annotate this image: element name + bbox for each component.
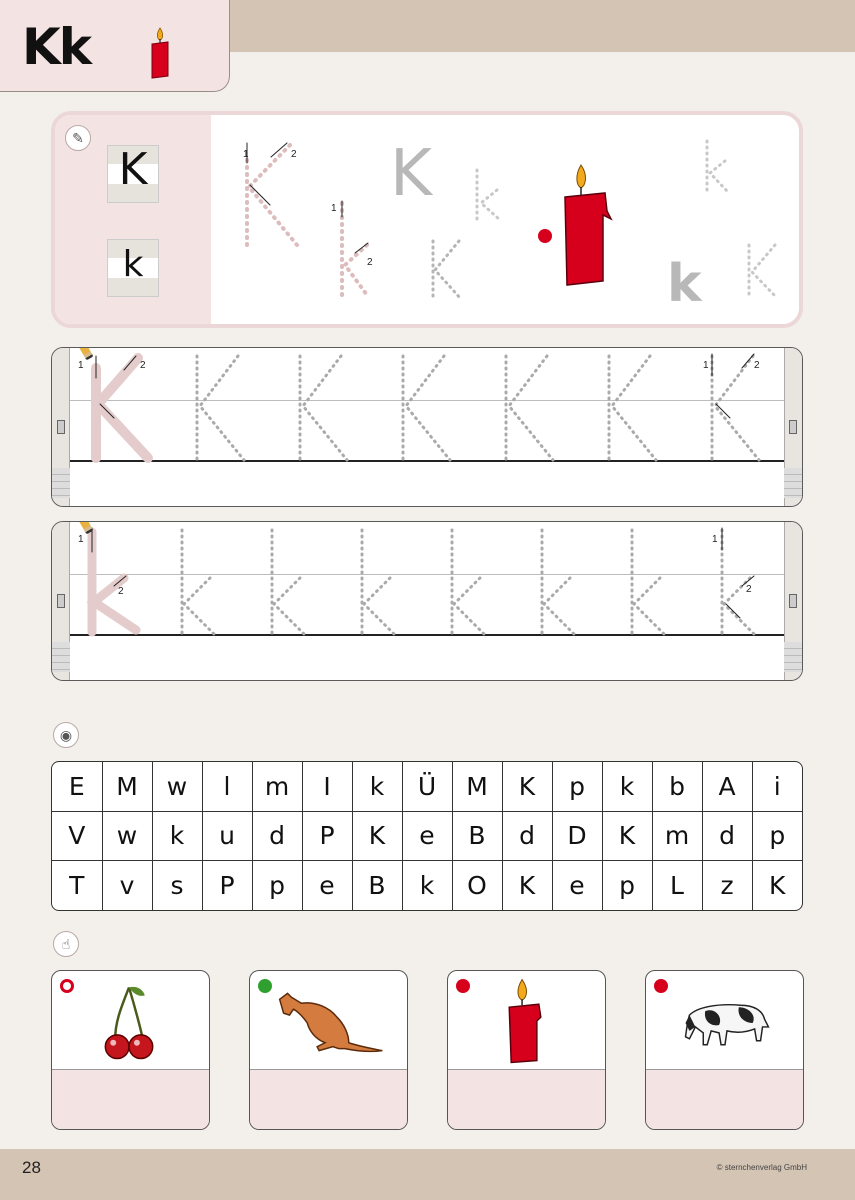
grid-letter-cell[interactable]: P [202,861,252,910]
grid-letter-cell[interactable]: O [452,861,502,910]
tracing-letters-lowercase [52,522,803,681]
answer-area[interactable] [448,1069,605,1129]
grid-letter-cell[interactable]: w [152,762,202,811]
picture-card-candle[interactable] [447,970,606,1130]
page-title: Kk [22,18,90,76]
letter-introduction-panel [51,111,803,328]
grid-row [52,811,802,861]
grid-letter-cell[interactable]: l [202,762,252,811]
svg-text:K: K [390,137,432,211]
grid-letter-cell[interactable]: L [652,861,702,910]
grid-letter-cell[interactable]: z [702,861,752,910]
grid-letter-cell[interactable]: p [252,861,302,910]
grid-letter-cell[interactable]: P [302,811,352,861]
grid-letter-cell[interactable]: M [102,762,152,811]
answer-area[interactable] [52,1069,209,1129]
grid-letter-cell[interactable]: K [502,861,552,910]
stroke-number: 1 [78,534,84,545]
grid-letter-cell[interactable]: m [652,811,702,861]
grid-letter-cell[interactable]: v [102,861,152,910]
tracing-row-uppercase[interactable] [51,347,803,507]
picture-card-cow[interactable] [645,970,804,1130]
letter-examples-artwork [215,115,803,324]
stroke-number: 2 [118,586,124,597]
model-box-uppercase [107,145,159,203]
grid-letter-cell[interactable]: k [352,762,402,811]
model-box-lowercase [107,239,159,297]
grid-letter-cell[interactable]: K [752,861,802,910]
pointing-hand-icon: ☝ [53,931,79,957]
grid-letter-cell[interactable]: p [752,811,802,861]
grid-letter-cell[interactable]: A [702,762,752,811]
grid-letter-cell[interactable]: K [352,811,402,861]
tracing-row-lowercase[interactable] [51,521,803,681]
grid-letter-cell[interactable]: b [652,762,702,811]
grid-letter-cell[interactable]: d [502,811,552,861]
svg-text:k: k [667,254,702,314]
stroke-number: 1 [78,360,84,371]
grid-letter-cell[interactable]: K [602,811,652,861]
grid-row [52,861,802,910]
grid-letter-cell[interactable]: T [52,861,102,910]
grid-letter-cell[interactable]: m [252,762,302,811]
picture-card-cherries[interactable] [51,970,210,1130]
stroke-number: 1 [243,149,249,160]
grid-letter-cell[interactable]: I [302,762,352,811]
publisher-credit: © sternchenverlag GmbH [716,1163,807,1172]
grid-letter-cell[interactable]: p [552,762,602,811]
letter-search-grid [51,761,803,911]
model-letter-lowercase: k [122,244,144,285]
grid-letter-cell[interactable]: e [552,861,602,910]
page-number: 28 [22,1158,41,1177]
grid-letter-cell[interactable]: K [502,762,552,811]
grid-letter-cell[interactable]: M [452,762,502,811]
grid-letter-cell[interactable]: d [252,811,302,861]
stroke-number: 2 [746,584,752,595]
grid-letter-cell[interactable]: B [452,811,502,861]
grid-letter-cell[interactable]: k [152,811,202,861]
grid-letter-cell[interactable]: w [102,811,152,861]
grid-letter-cell[interactable]: B [352,861,402,910]
grid-letter-cell[interactable]: d [702,811,752,861]
stroke-number: 1 [331,203,337,214]
eye-icon: ◉ [53,722,79,748]
grid-letter-cell[interactable]: i [752,762,802,811]
grid-letter-cell[interactable]: V [52,811,102,861]
footer-band [0,1149,855,1200]
answer-area[interactable] [250,1069,407,1129]
grid-letter-cell[interactable]: s [152,861,202,910]
answer-area[interactable] [646,1069,803,1129]
cherries-icon [52,977,209,1067]
grid-row [52,762,802,811]
grid-letter-cell[interactable]: e [402,811,452,861]
title-tab [0,0,230,92]
grid-letter-cell[interactable]: E [52,762,102,811]
pencil-icon: ✎ [65,125,91,151]
grid-letter-cell[interactable]: k [602,762,652,811]
cow-icon [646,977,803,1067]
grid-letter-cell[interactable]: e [302,861,352,910]
grid-letter-cell[interactable]: D [552,811,602,861]
stroke-number: 2 [291,149,297,160]
kangaroo-icon [250,977,407,1067]
grid-letter-cell[interactable]: p [602,861,652,910]
grid-letter-cell[interactable]: Ü [402,762,452,811]
model-letter-uppercase: K [118,144,148,195]
grid-letter-cell[interactable]: k [402,861,452,910]
stroke-number: 1 [712,534,718,545]
grid-letter-cell[interactable]: u [202,811,252,861]
candle-icon [448,977,605,1067]
picture-card-kangaroo[interactable] [249,970,408,1130]
stroke-number: 1 [703,360,709,371]
candle-icon [148,26,172,82]
stroke-number: 2 [367,257,373,268]
stroke-number: 2 [754,360,760,371]
tracing-letters-uppercase [52,348,803,507]
stroke-number: 2 [140,360,146,371]
